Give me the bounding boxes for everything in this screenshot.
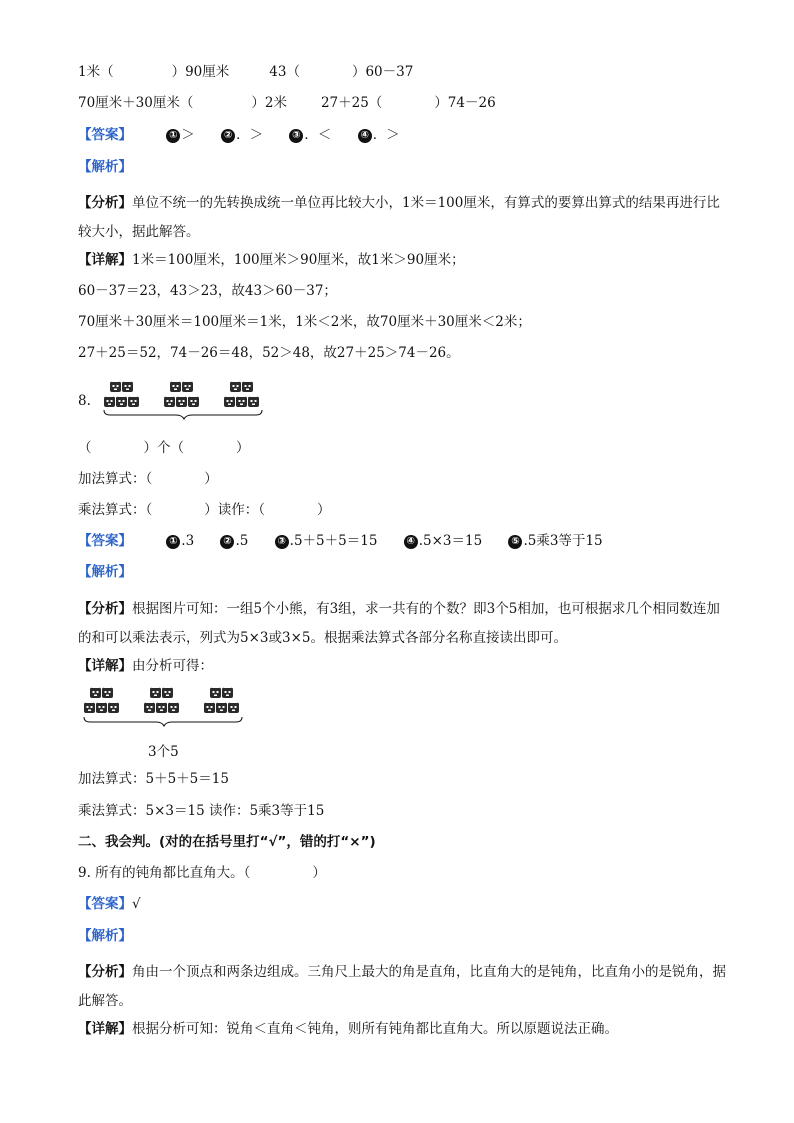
xiangjie-label: 【详解】 [78,252,132,268]
answer-item [166,126,195,144]
answer-value: ＞ [181,127,195,143]
answer-label: 【答案】 [78,896,132,912]
row1-left-rest: ）90厘米 [171,64,230,80]
add-result: 加法算式：5＋5＋5＝15 [78,771,229,787]
mul-label: 乘法算式：（ [78,502,153,518]
bear-group-2 [144,688,179,713]
bear-group-3 [204,688,239,713]
answer-item [221,126,263,144]
xiangjie-q8 [78,657,213,675]
fenxi-q9 [78,958,728,1016]
fenxi-q8 [78,595,728,653]
bear-group-2 [164,382,199,407]
answer-item [404,532,482,550]
answer-value: √ [132,896,141,912]
answer-number: ① [166,535,180,549]
bears-figure-top [100,378,270,420]
answer-row-q8 [78,532,625,550]
answer-value: .5乘3等于15 [523,533,603,549]
row2-left: 70厘米＋30厘米（ [78,95,194,111]
answer-number: ④ [404,535,418,549]
q9-close: ） [312,865,326,881]
compare-row-1 [78,63,413,81]
q8-add-line [78,470,218,488]
brace [104,410,262,419]
answer-item [358,126,400,144]
xiangjie-q9 [78,1020,618,1038]
xiangjie-q7-line-2: 60－37＝23，43＞23，故43＞60－37； [78,283,337,299]
row1-right-rest: ）60－37 [351,64,414,80]
answer-value: ．＜ [304,127,332,143]
fenxi-text: 角由一个顶点和两条边组成。三角尺上最大的角是直角，比直角大的是钝角，比直角小的是锐角，据此解答。 [78,964,726,1009]
q9-question [78,864,326,882]
answer-label: 【答案】 [78,533,132,549]
fenxi-q7 [78,189,728,247]
xiangjie-text: 根据分析可知：锐角＜直角＜钝角，则所有钝角都比直角大。所以原题说法正确。 [132,1021,618,1037]
answer-row-q7 [78,126,422,144]
brace-label: 3个5 [148,744,179,760]
answer-item [508,532,602,550]
bear-group-3 [224,382,259,407]
answer-value: ．＞ [236,127,264,143]
answer-number: ① [166,129,180,143]
answer-value: .5 [235,533,249,549]
bears-figure-solution [80,684,250,730]
xiangjie-text: 1米＝100厘米，100厘米＞90厘米，故1米＞90厘米； [132,252,465,268]
xiangjie-label: 【详解】 [78,1021,132,1037]
jiexi-label-q9: 【解析】 [78,928,132,944]
answer-number: ⑤ [508,535,522,549]
answer-number: ④ [358,129,372,143]
fenxi-label: 【分析】 [78,195,132,211]
row2-right: 27＋25（ [320,95,383,111]
fenxi-label: 【分析】 [78,601,132,617]
bear-group-1 [104,382,139,407]
answer-number: ② [220,535,234,549]
row2-right-rest: ）74－26 [434,95,496,111]
section-title: 二、我会判。(对的在括号里打“√”，错的打“×”) [78,834,376,850]
answer-item [166,532,194,550]
jiexi-label-q8: 【解析】 [78,564,132,580]
answer-value: ．＞ [372,127,400,143]
paren-close: ） [236,440,250,456]
jiexi-label-q7: 【解析】 [78,159,132,175]
q8-number: 8. [78,393,91,409]
fenxi-text: 根据图片可知：一组5个小熊，有3组，求一共有的个数？即3个5相加，也可根据求几个相同数连加的和可以乘法表示，列式为5×3或3×5。根据乘法算式各部分名称直接读出即可。 [78,601,720,646]
xiangjie-q7-line-3: 70厘米＋30厘米＝100厘米＝1米，1米＜2米，故70厘米＋30厘米＜2米； [78,314,531,330]
row1-left: 1米（ [78,64,114,80]
answer-value: .5＋5＋5＝15 [289,533,378,549]
ge-paren: ）个（ [143,440,184,456]
fenxi-text: 单位不统一的先转换成统一单位再比较大小，1米＝100厘米，有算式的要算出算式的结果再进行比较大小，据此解答。 [78,195,720,240]
mul-read-label: ）读作：（ [204,502,265,518]
fenxi-label: 【分析】 [78,964,132,980]
answer-value: .3 [181,533,195,549]
add-label: 加法算式：（ [78,471,153,487]
brace [84,717,242,726]
answer-number: ③ [275,535,289,549]
compare-row-2 [78,94,496,112]
answer-value: .5×3＝15 [418,533,483,549]
answer-item [220,532,248,550]
answer-item [275,532,378,550]
q8-blank-line [78,439,250,457]
paren-open: （ [78,440,92,456]
xiangjie-q7-line-4: 27＋25＝52，74－26＝48，52＞48，故27＋25＞74－26。 [78,345,460,361]
bear-group-1 [84,688,119,713]
answer-number: ③ [289,129,303,143]
mul-result: 乘法算式：5×3＝15 读作：5乘3等于15 [78,803,325,819]
answer-number: ② [221,129,235,143]
mul-close: ） [317,502,331,518]
answer-item [289,126,331,144]
q8-mul-line [78,501,331,519]
q9-text: 9. 所有的钝角都比直角大。（ [78,865,251,881]
answer-row-q9 [78,895,141,913]
xiangjie-text: 由分析可得： [132,658,213,674]
xiangjie-q7-line-1 [78,251,465,269]
row2-left-rest: ）2米 [251,95,287,111]
xiangjie-label: 【详解】 [78,658,132,674]
add-close: ） [204,471,218,487]
row1-right: 43（ [269,64,300,80]
answer-label: 【答案】 [78,127,132,143]
